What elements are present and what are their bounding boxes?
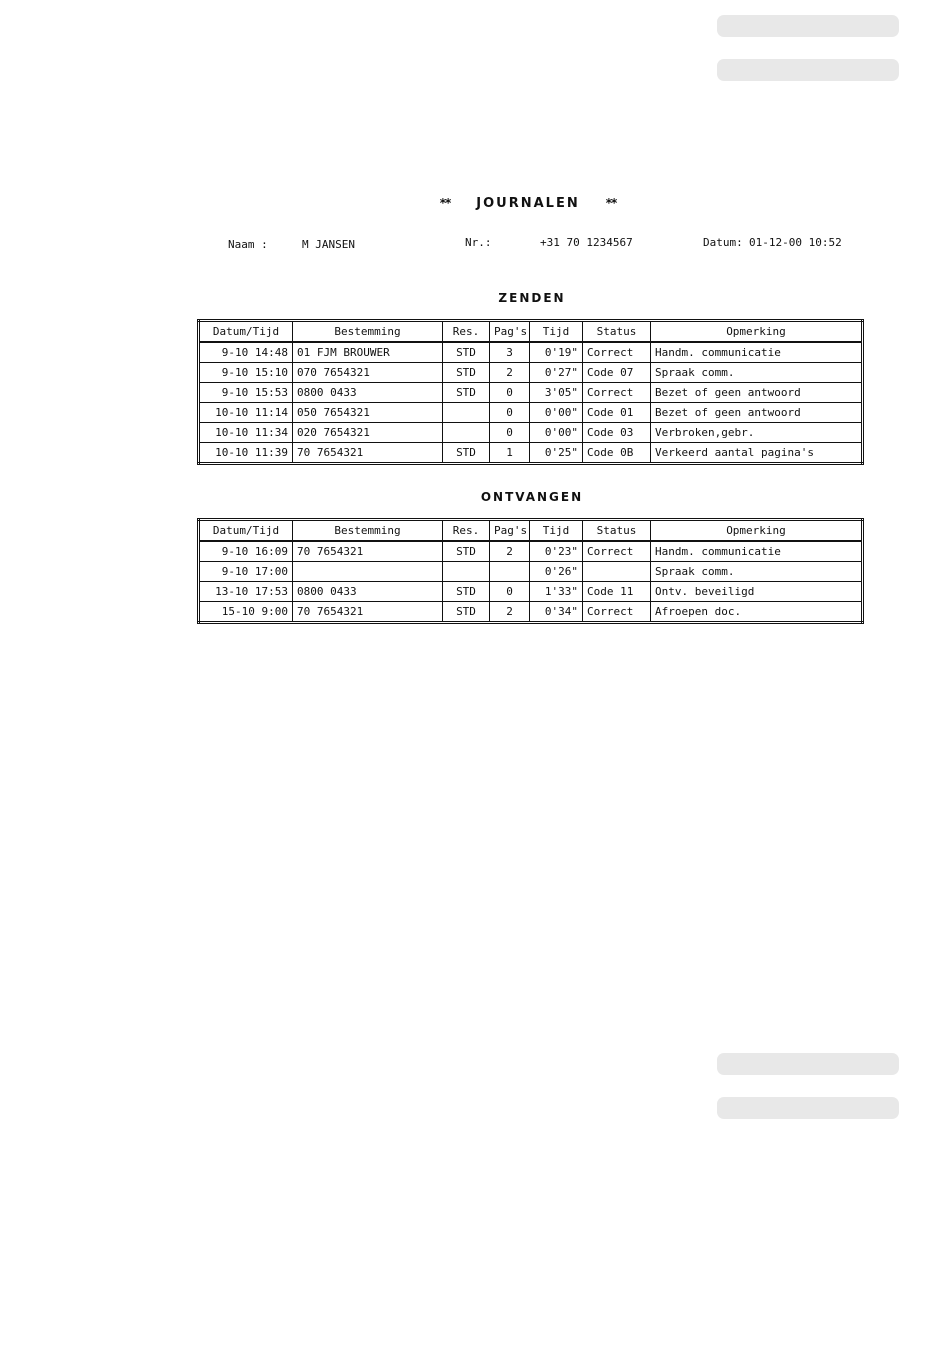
res-cell: STD — [443, 342, 490, 363]
pags-cell — [490, 562, 530, 582]
opmerking-cell: Afroepen doc. — [651, 602, 863, 623]
status-cell: Code 0B — [583, 443, 651, 464]
datum-tijd-cell: 9-10 15:53 — [199, 383, 293, 403]
bestemming-cell: 01 FJM BROUWER — [293, 342, 443, 363]
bestemming-cell: 70 7654321 — [293, 602, 443, 623]
res-cell: STD — [443, 541, 490, 562]
title-text: JOURNALEN — [476, 196, 580, 211]
res-cell — [443, 403, 490, 423]
col-header-pags: Pag's — [490, 321, 530, 343]
col-header-tijd: Tijd — [530, 321, 583, 343]
ontvangen-row — [199, 582, 863, 602]
opmerking-cell: Verbroken,gebr. — [651, 423, 863, 443]
datum-value: 01-12-00 10:52 — [749, 236, 842, 249]
zenden-table — [197, 319, 864, 465]
tijd-cell: 0'19" — [530, 342, 583, 363]
tijd-cell: 0'25" — [530, 443, 583, 464]
status-cell: Correct — [583, 342, 651, 363]
opmerking-cell: Spraak comm. — [651, 363, 863, 383]
col-header-bestemming: Bestemming — [293, 520, 443, 542]
opmerking-cell: Handm. communicatie — [651, 541, 863, 562]
res-cell: STD — [443, 363, 490, 383]
nr-label: Nr.: — [465, 236, 492, 249]
tijd-cell: 1'33" — [530, 582, 583, 602]
bestemming-cell: 020 7654321 — [293, 423, 443, 443]
bestemming-cell — [293, 562, 443, 582]
ontvangen-row — [199, 541, 863, 562]
pags-cell: 2 — [490, 602, 530, 623]
redacted-bar-top-2 — [717, 59, 899, 81]
bestemming-cell: 70 7654321 — [293, 541, 443, 562]
pags-cell: 0 — [490, 383, 530, 403]
opmerking-cell: Verkeerd aantal pagina's — [651, 443, 863, 464]
zenden-row — [199, 383, 863, 403]
bestemming-cell: 0800 0433 — [293, 383, 443, 403]
datum-tijd-cell: 9-10 17:00 — [199, 562, 293, 582]
col-header-bestemming: Bestemming — [293, 321, 443, 343]
col-header-status: Status — [583, 321, 651, 343]
zenden-row — [199, 342, 863, 363]
pags-cell: 3 — [490, 342, 530, 363]
bestemming-cell: 70 7654321 — [293, 443, 443, 464]
status-cell: Correct — [583, 383, 651, 403]
col-header-pags: Pag's — [490, 520, 530, 542]
datum-tijd-cell: 13-10 17:53 — [199, 582, 293, 602]
zenden-title: ZENDEN — [498, 291, 566, 305]
redacted-bar-bottom-1 — [717, 1053, 899, 1075]
opmerking-cell: Handm. communicatie — [651, 342, 863, 363]
col-header-datum-tijd: Datum/Tijd — [199, 520, 293, 542]
tijd-cell: 0'00" — [530, 423, 583, 443]
col-header-opmerking: Opmerking — [651, 520, 863, 542]
datum-tijd-cell: 9-10 16:09 — [199, 541, 293, 562]
res-cell: STD — [443, 582, 490, 602]
datum-label: Datum: — [703, 236, 743, 249]
datum-tijd-cell: 9-10 15:10 — [199, 363, 293, 383]
title-stars-right: ** — [605, 196, 617, 210]
col-header-res: Res. — [443, 321, 490, 343]
nr-value: +31 70 1234567 — [540, 236, 633, 249]
ontvangen-row — [199, 562, 863, 582]
tijd-cell: 0'27" — [530, 363, 583, 383]
tijd-cell: 0'23" — [530, 541, 583, 562]
bestemming-cell: 070 7654321 — [293, 363, 443, 383]
pags-cell: 0 — [490, 423, 530, 443]
zenden-row — [199, 443, 863, 464]
status-cell: Code 01 — [583, 403, 651, 423]
status-cell — [583, 562, 651, 582]
col-header-opmerking: Opmerking — [651, 321, 863, 343]
naam-value: M JANSEN — [302, 238, 355, 251]
col-header-datum-tijd: Datum/Tijd — [199, 321, 293, 343]
ontvangen-table — [197, 518, 864, 624]
redacted-bar-top-1 — [717, 15, 899, 37]
zenden-row — [199, 423, 863, 443]
pags-cell: 0 — [490, 582, 530, 602]
pags-cell: 2 — [490, 541, 530, 562]
pags-cell: 2 — [490, 363, 530, 383]
ontvangen-header-row — [199, 520, 863, 542]
redacted-bar-bottom-2 — [717, 1097, 899, 1119]
ontvangen-row — [199, 602, 863, 623]
col-header-status: Status — [583, 520, 651, 542]
datum-tijd-cell: 10-10 11:39 — [199, 443, 293, 464]
tijd-cell: 0'34" — [530, 602, 583, 623]
bestemming-cell: 0800 0433 — [293, 582, 443, 602]
datum-tijd-cell: 10-10 11:14 — [199, 403, 293, 423]
zenden-row — [199, 363, 863, 383]
opmerking-cell: Bezet of geen antwoord — [651, 383, 863, 403]
opmerking-cell: Bezet of geen antwoord — [651, 403, 863, 423]
datum-tijd-cell: 10-10 11:34 — [199, 423, 293, 443]
pags-cell: 1 — [490, 443, 530, 464]
bestemming-cell: 050 7654321 — [293, 403, 443, 423]
report-title — [0, 196, 950, 211]
status-cell: Correct — [583, 541, 651, 562]
zenden-row — [199, 403, 863, 423]
res-cell: STD — [443, 602, 490, 623]
res-cell: STD — [443, 443, 490, 464]
naam-label: Naam : — [228, 238, 268, 251]
opmerking-cell: Spraak comm. — [651, 562, 863, 582]
datum-tijd-cell: 15-10 9:00 — [199, 602, 293, 623]
res-cell: STD — [443, 383, 490, 403]
tijd-cell: 3'05" — [530, 383, 583, 403]
status-cell: Code 11 — [583, 582, 651, 602]
col-header-res: Res. — [443, 520, 490, 542]
status-cell: Correct — [583, 602, 651, 623]
res-cell — [443, 423, 490, 443]
status-cell: Code 07 — [583, 363, 651, 383]
zenden-header-row — [199, 321, 863, 343]
title-stars-left: ** — [439, 196, 451, 210]
ontvangen-title: ONTVANGEN — [480, 490, 584, 504]
status-cell: Code 03 — [583, 423, 651, 443]
col-header-tijd: Tijd — [530, 520, 583, 542]
res-cell — [443, 562, 490, 582]
datum-tijd-cell: 9-10 14:48 — [199, 342, 293, 363]
pags-cell: 0 — [490, 403, 530, 423]
opmerking-cell: Ontv. beveiligd — [651, 582, 863, 602]
tijd-cell: 0'00" — [530, 403, 583, 423]
tijd-cell: 0'26" — [530, 562, 583, 582]
